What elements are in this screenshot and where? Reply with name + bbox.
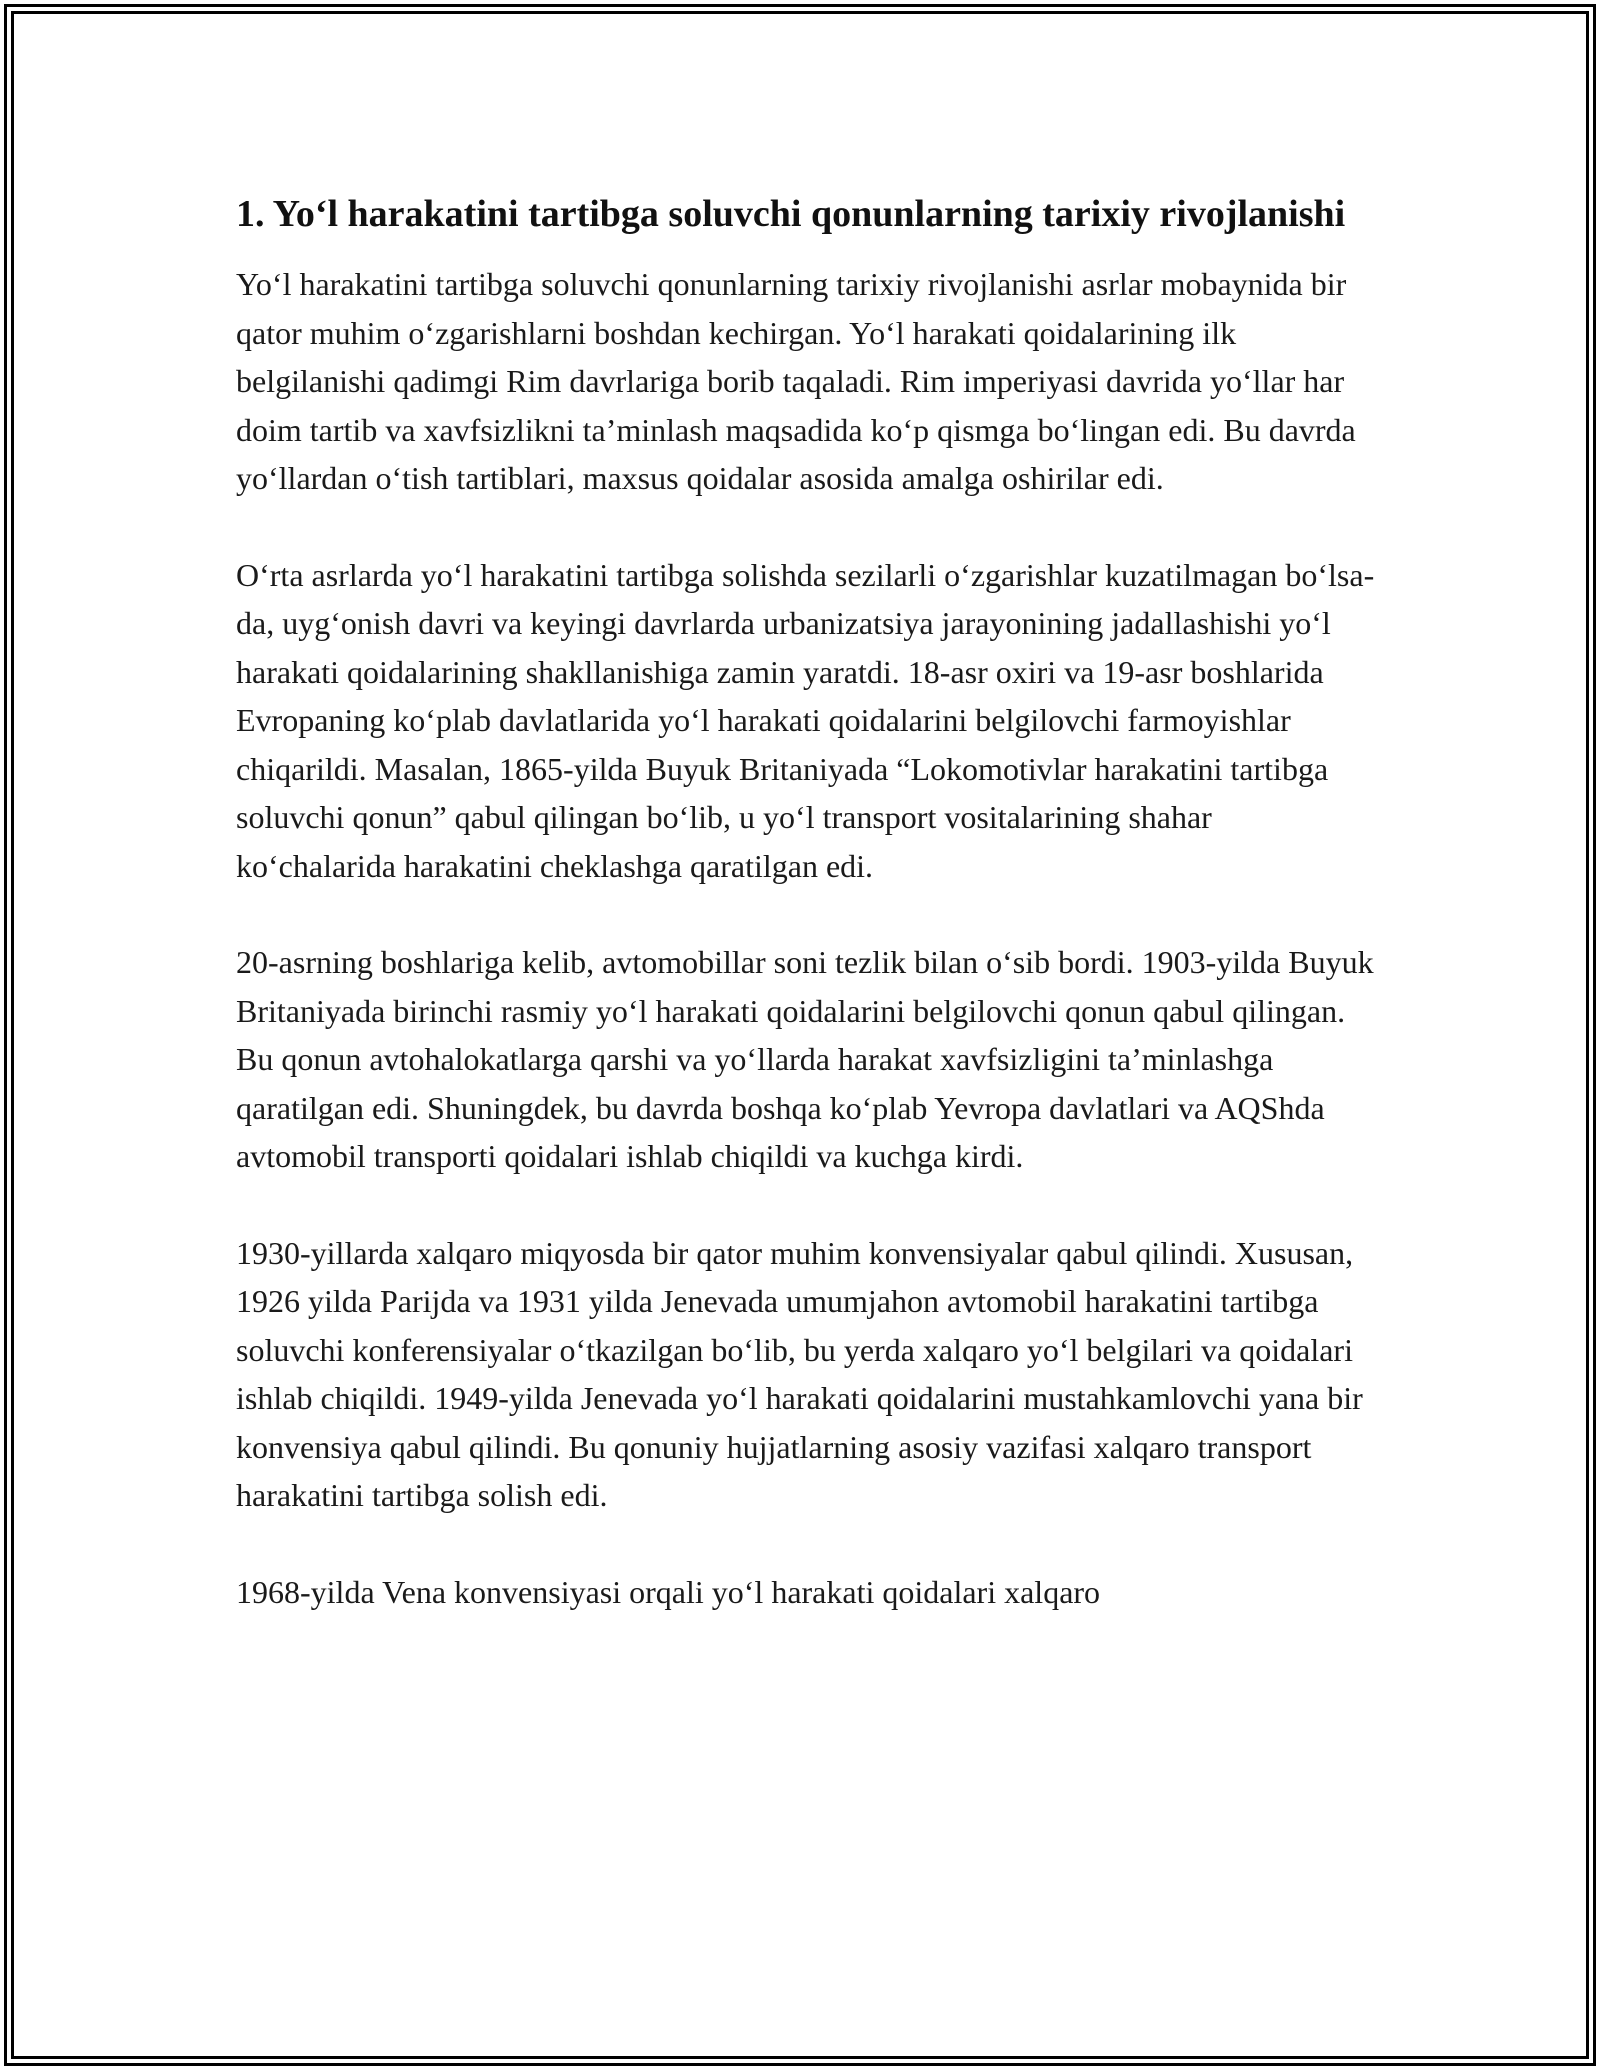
paragraph-2: O‘rta asrlarda yo‘l harakatini tartibga solishda sezilarli o‘zgarishlar kuzatilmagan bo‘lsa-da, uyg‘onish davri va keyingi davrlarda urbanizatsiya jarayonining jadallashishi yo‘l harakati qoidalarining shakllanishiga zamin yaratdi. 18-asr oxiri va 19-asr boshlarida Evropaning ko‘plab davlatlarida yo‘l harakati qoidalarini belgilovchi farmoyishlar chiqarildi. Masalan, 1865-yilda Buyuk Britaniyada “Lokomotivlar harakatini tartibga soluvchi qonun” qabul qilingan bo‘lib, u yo‘l transport vositalarining shahar ko‘chalarida harakatini cheklashga qaratilgan edi. (236, 556, 1375, 884)
paragraph-5: 1968-yilda Vena konvensiyasi orqali yo‘l harakati qoidalari xalqaro (236, 1573, 1101, 1610)
section-heading: 1. Yo‘l harakatini tartibga soluvchi qonunlarning tarixiy rivojlanishi (236, 193, 1346, 235)
paragraph-3: 20-asrning boshlariga kelib, avtomobillar soni tezlik bilan o‘sib bordi. 1903-yilda Buyuk Britaniyada birinchi rasmiy yo‘l harakati qoidalarini belgilovchi qonun qabul qilingan. Bu qonun avtohalokatlarga qarshi va yo‘llarda harakat xavfsizligini ta’minlashga qaratilgan edi. Shuningdek, bu davrda boshqa ko‘plab Yevropa davlatlari va AQShda avtomobil transporti qoidalari ishlab chiqildi va kuchga kirdi. (236, 944, 1374, 1174)
document-body (236, 186, 1376, 1664)
paragraph-4: 1930-yillarda xalqaro miqyosda bir qator muhim konvensiyalar qabul qilindi. Xususan, 1926 yilda Parijda va 1931 yilda Jenevada umumjahon avtomobil harakatini tartibga soluvchi konferensiyalar o‘tkazilgan bo‘lib, bu yerda xalqaro yo‘l belgilari va qoidalari ishlab chiqildi. 1949-yilda Jenevada yo‘l harakati qoidalarini mustahkamlovchi yana bir konvensiya qabul qilindi. Bu qonuniy hujjatlarning asosiy vazifasi xalqaro transport harakatini tartibga solish edi. (236, 1234, 1363, 1513)
paragraph-1: Yo‘l harakatini tartibga soluvchi qonunlarning tarixiy rivojlanishi asrlar mobaynida bir qator muhim o‘zgarishlarni boshdan kechirgan. Yo‘l harakati qoidalarining ilk belgilanishi qadimgi Rim davrlariga borib taqaladi. Rim imperiyasi davrida yo‘llar har doim tartib va xavfsizlikni ta’minlash maqsadida ko‘p qismga bo‘lingan edi. Bu davrda yo‘llardan o‘tish tartiblari, maxsus qoidalar asosida amalga oshirilar edi. (236, 266, 1356, 496)
